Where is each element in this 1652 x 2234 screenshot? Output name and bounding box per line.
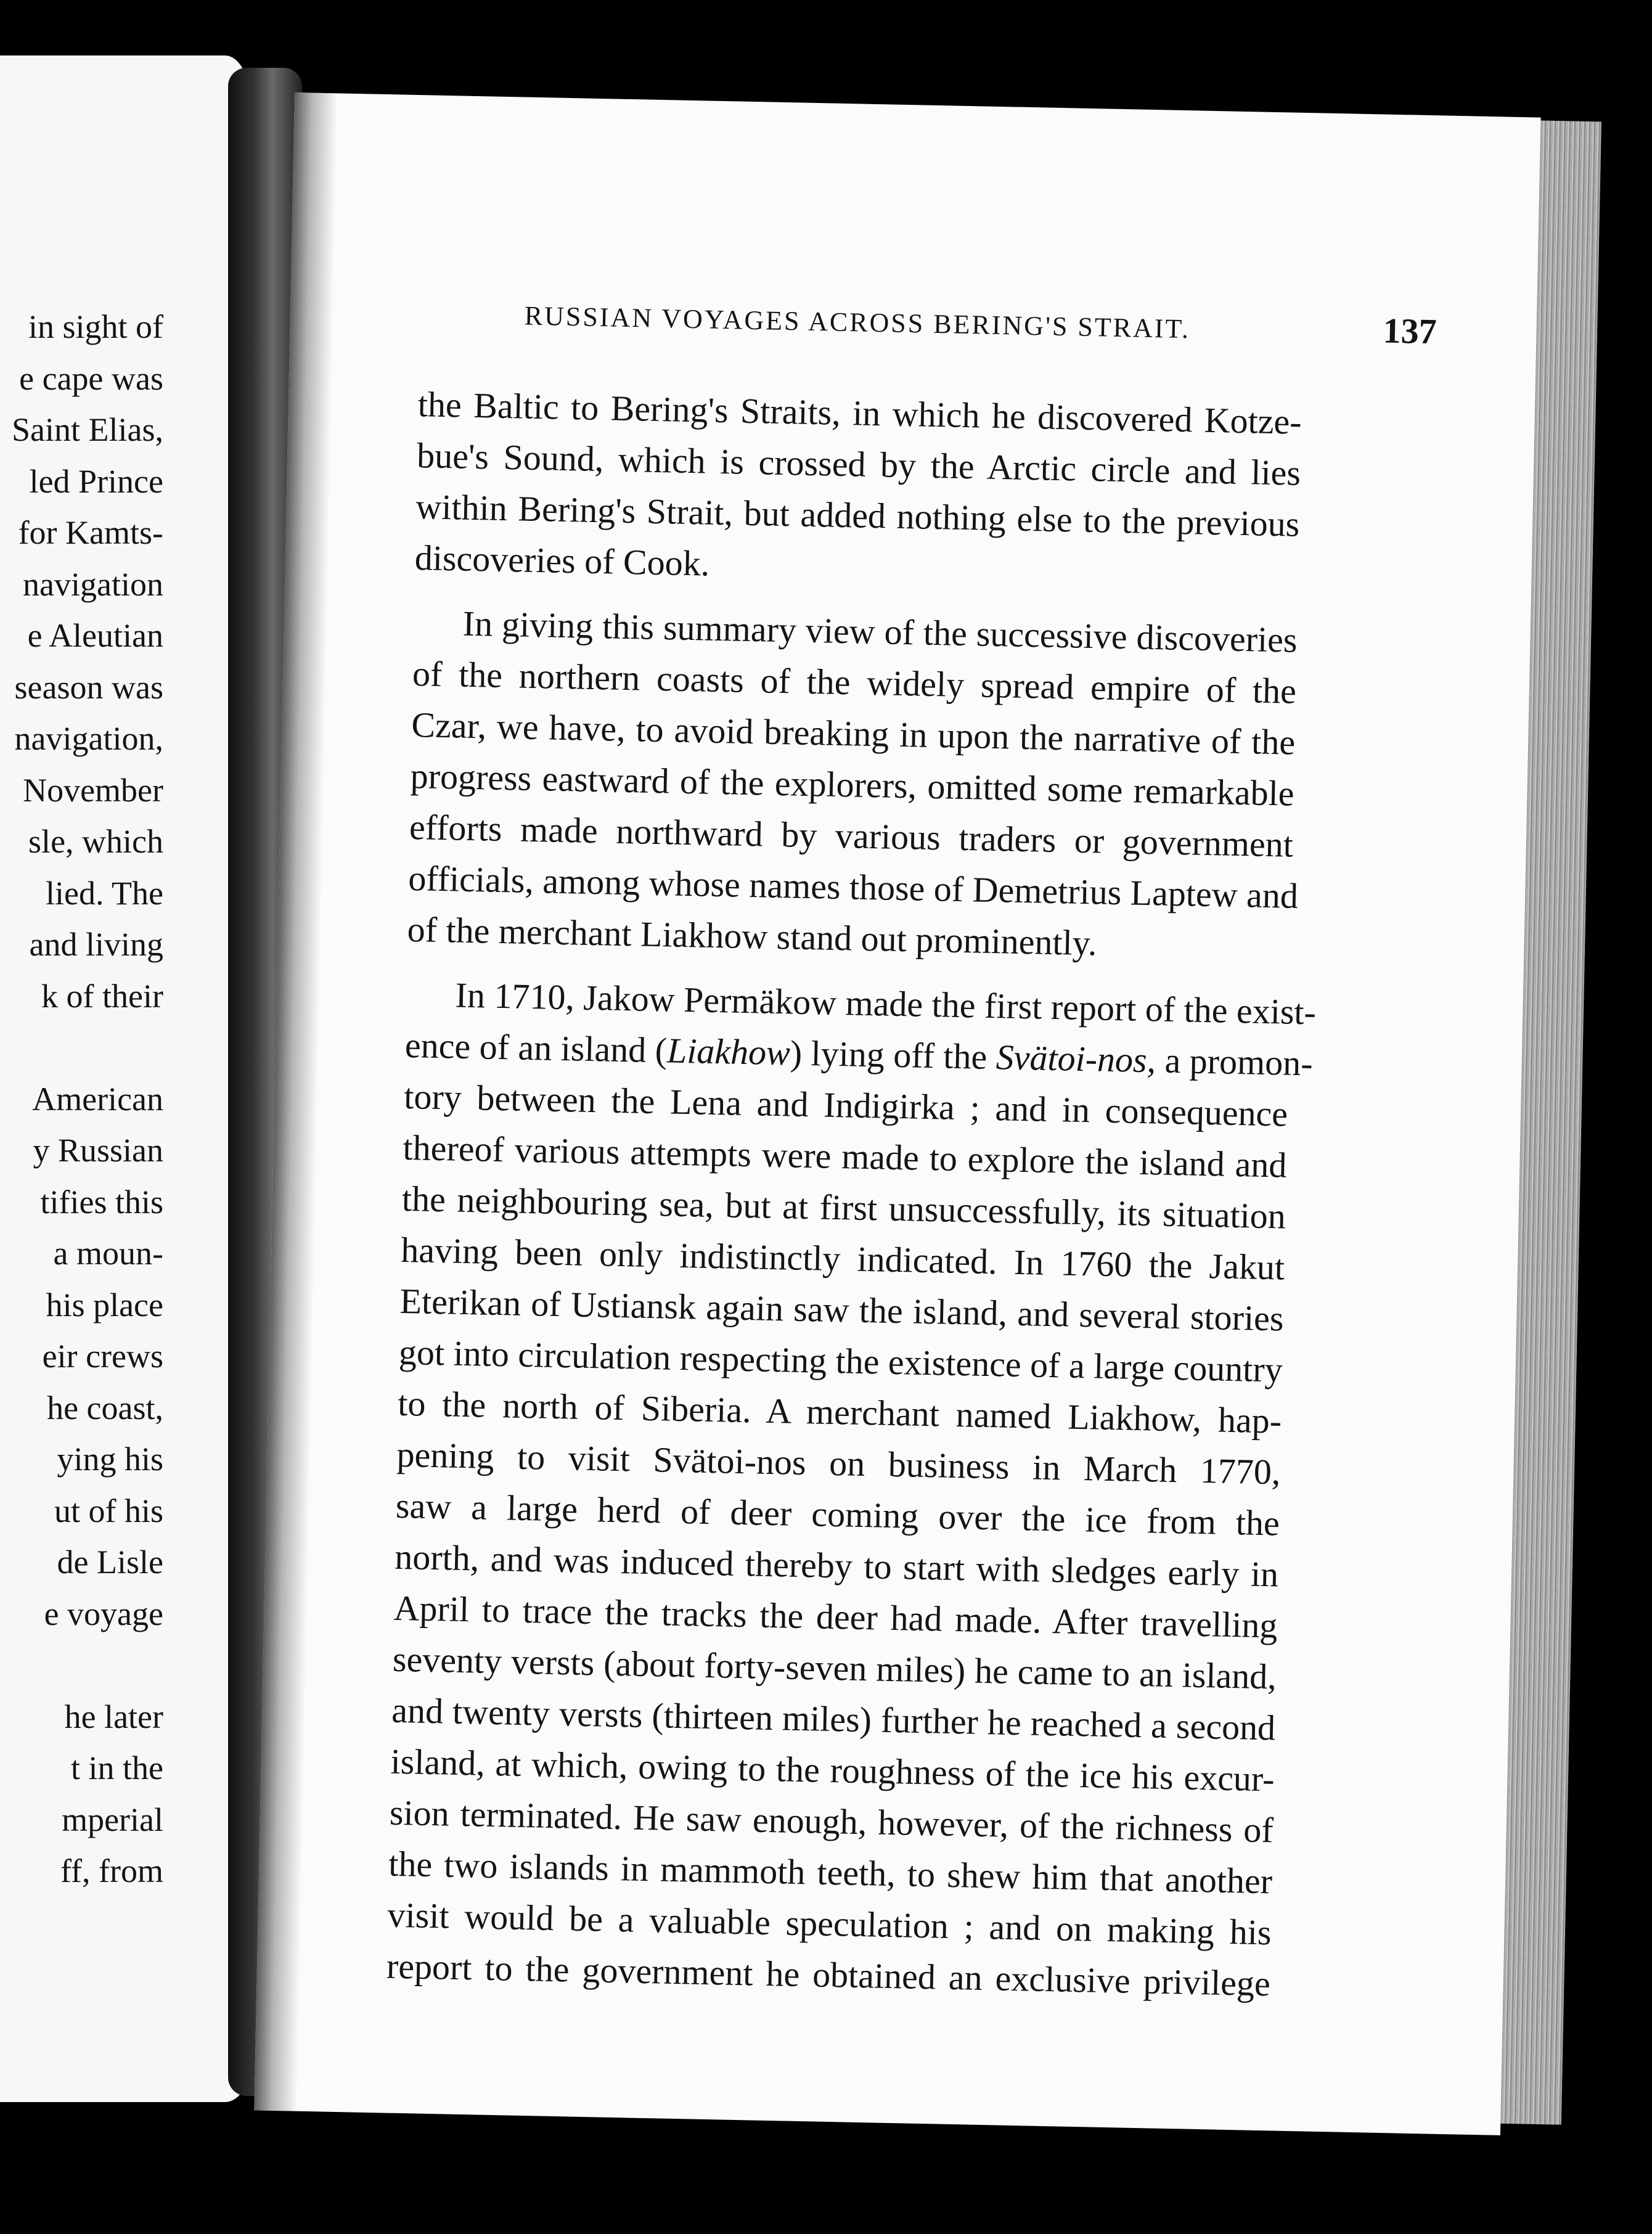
text-line: got into circulation respecting the existence of a large country [398, 1332, 1283, 1390]
facing-page-line: mperial [62, 1801, 163, 1838]
text-run: ) lying off the [790, 1033, 997, 1078]
text-line: Czar, we have, to avoid breaking in upon the narrative of the [411, 705, 1296, 763]
text-run: a promon- [1155, 1040, 1314, 1084]
facing-page-line: navigation [23, 565, 163, 603]
text-line: to the north of Siberia. A merchant named Liakhow, hap- [397, 1383, 1282, 1441]
body-text [386, 378, 1317, 2009]
text-line: In 1710, Jakow Permäkow made the first report of the exist- [455, 975, 1317, 1033]
text-line: seventy versts (about forty-seven miles) he came to an island, [392, 1639, 1277, 1697]
text-line: island, at which, owing to the roughness of the ice his excur- [390, 1741, 1275, 1799]
facing-page-line: in sight of [28, 308, 163, 345]
text-line: the neighbouring sea, but at first unsuccessfully, its situation [401, 1178, 1286, 1237]
paragraph-1 [414, 378, 1302, 601]
facing-page-line: he coast, [47, 1389, 163, 1426]
page-number: 137 [1382, 310, 1437, 352]
text-line: visit would be a valuable speculation ; and on making his [387, 1894, 1272, 1953]
text-line: north, and was induced thereby to start with sledges early in [394, 1536, 1279, 1595]
text-line: officials, among whose names those of Demetrius Laptew and [407, 857, 1299, 916]
facing-page-line: season was [14, 668, 163, 706]
facing-page-line: led Prince [29, 462, 163, 500]
text-line: April to trace the tracks the deer had made. After travelling [393, 1587, 1278, 1646]
facing-page-line: navigation, [14, 720, 163, 757]
text-run: ence of an island ( [404, 1025, 668, 1071]
text-line: having been only indistinctly indicated. In 1760 the Jakut [400, 1229, 1285, 1288]
facing-page-line: de Lisle [57, 1544, 163, 1581]
facing-page-line: tifies this [40, 1183, 163, 1221]
facing-page-line: lied. The [46, 874, 163, 912]
text-line: discoveries of Cook. [414, 538, 710, 584]
facing-page-line: ff, from [60, 1852, 163, 1889]
text-line: thereof various attempts were made to explore the island and [403, 1127, 1288, 1185]
facing-page-line: Saint Elias, [12, 411, 163, 448]
text-line: of the northern coasts of the widely spread empire of the [412, 653, 1297, 711]
facing-page-line: his place [46, 1286, 163, 1324]
facing-page-line: e cape was [19, 359, 163, 397]
text-line: In giving this summary view of the successive discoveries [462, 603, 1298, 660]
text-line: tory between the Lena and Indigirka ; and in consequence [403, 1076, 1288, 1134]
text-line: pening to visit Svätoi-nos on business in March 1770, [396, 1434, 1282, 1492]
facing-page-line: ut of his [54, 1492, 163, 1529]
facing-page-line: and living [29, 926, 163, 963]
facing-page-left [0, 55, 250, 2102]
facing-page-line: November [23, 771, 163, 809]
text-line: efforts made northward by various traders or government [409, 806, 1294, 865]
italic-place-name: Svätoi-nos, [996, 1037, 1156, 1081]
facing-page-line: a moun- [53, 1235, 163, 1272]
facing-page-line: e voyage [44, 1595, 163, 1632]
text-line: the two islands in mammoth teeth, to shew him that another [388, 1843, 1273, 1902]
text-line: of the merchant Liakhow stand out prominently. [407, 909, 1098, 964]
paragraph-3 [386, 968, 1317, 2009]
text-line: the Baltic to Bering's Straits, in which he discovered Kotze- [417, 384, 1302, 442]
paragraph-2 [407, 597, 1298, 973]
facing-page-line: sle, which [28, 823, 163, 860]
text-line: sion terminated. He saw enough, however, of the richness of [389, 1792, 1274, 1851]
facing-page-line: for Kamts- [18, 514, 163, 551]
text-line: within Bering's Strait, but added nothing else to the previous [415, 486, 1300, 544]
facing-page-line: k of their [41, 977, 163, 1015]
text-line: report to the government he obtained an exclusive privilege [386, 1946, 1271, 2004]
facing-page-line: e Aleutian [27, 617, 163, 654]
facing-page-line: y Russian [33, 1132, 163, 1169]
text-line: bue's Sound, which is crossed by the Arctic circle and lies [416, 435, 1301, 493]
running-head [524, 298, 1437, 353]
facing-page-line: he later [64, 1698, 163, 1735]
italic-place-name: Liakhow [666, 1030, 791, 1073]
text-line: saw a large herd of deer coming over the ice from the [395, 1485, 1280, 1544]
facing-page-line: ying his [57, 1441, 163, 1478]
facing-page-line: t in the [71, 1749, 163, 1786]
book-page-137 [254, 92, 1540, 2135]
text-line: progress eastward of the explorers, omitted some remarkable [410, 755, 1295, 814]
facing-page-line: American [32, 1080, 163, 1118]
facing-page-line: eir crews [42, 1338, 163, 1375]
running-title: RUSSIAN VOYAGES ACROSS BERING'S STRAIT. [524, 300, 1191, 345]
text-line: and twenty versts (thirteen miles) further he reached a second [391, 1690, 1276, 1748]
text-line: Eterikan of Ustiansk again saw the island, and several stories [399, 1280, 1285, 1339]
